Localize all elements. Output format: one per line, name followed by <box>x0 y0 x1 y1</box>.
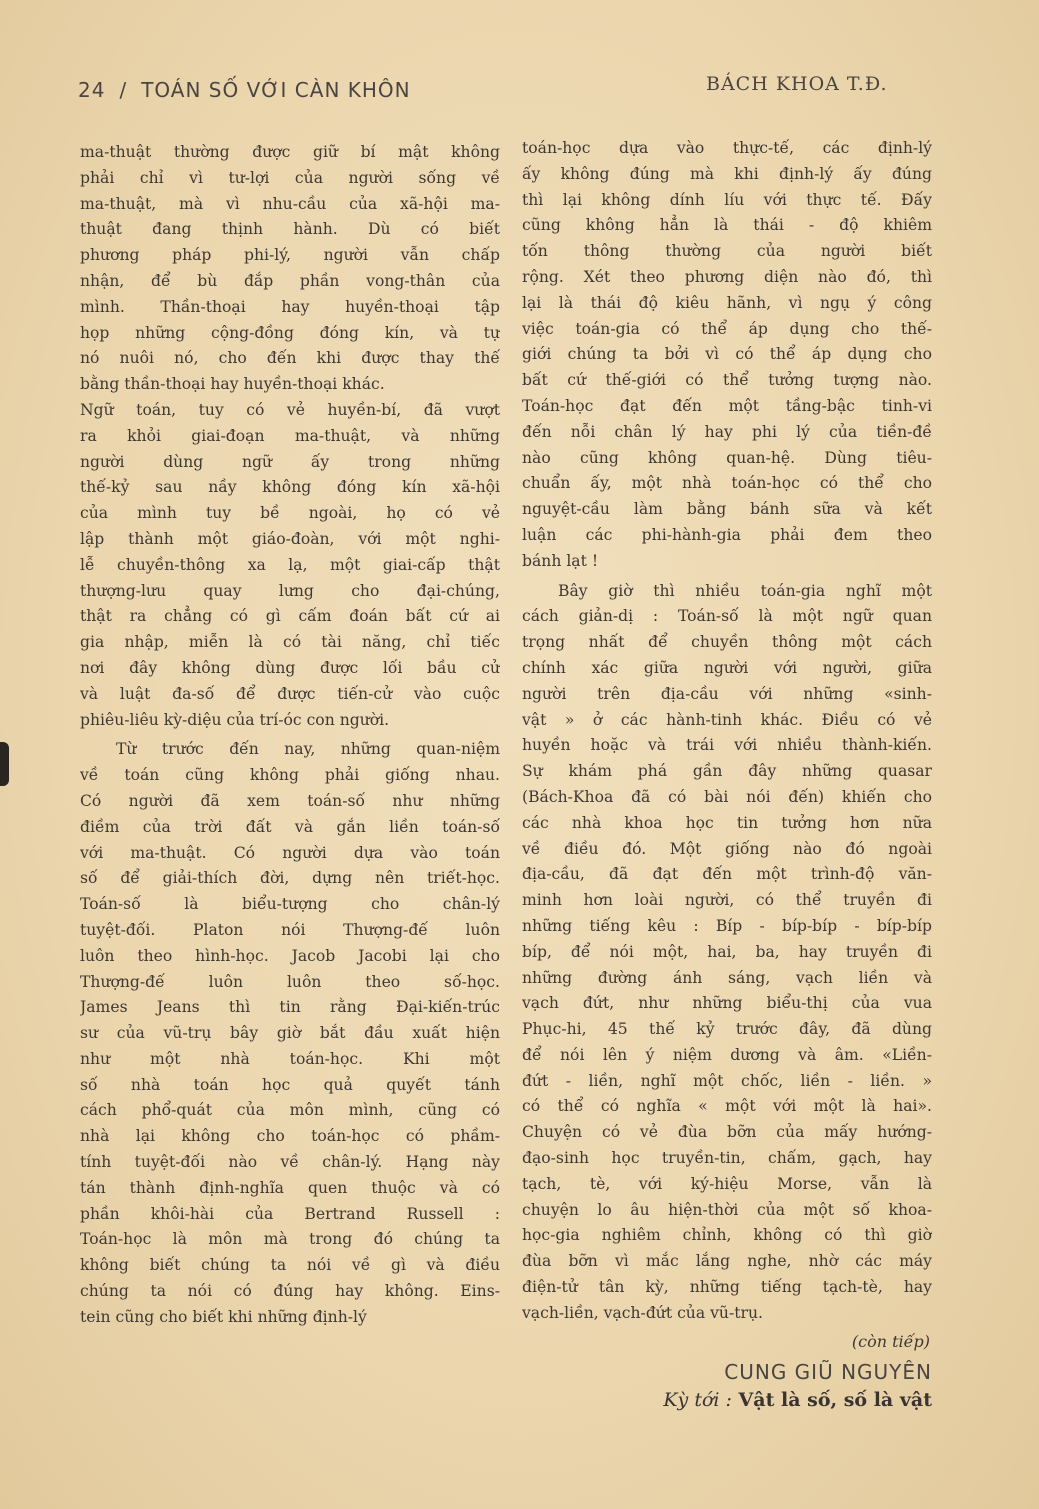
text-line: thế-kỷ sau nầy không đóng kín xã-hội <box>80 478 500 497</box>
text-line: nơi đây không dùng được lối bầu cử <box>80 658 500 677</box>
text-line: bánh lạt ! <box>522 551 599 570</box>
text-line: với ma-thuật. Có người dựa vào toán <box>80 843 500 862</box>
text-line: cách phổ-quát của môn mình, cũng có <box>80 1101 500 1120</box>
text-line: vạch-liền, vạch-đứt của vũ-trụ. <box>522 1303 763 1322</box>
text-line: Bây giờ thì nhiều toán-gia nghĩ một <box>558 581 932 600</box>
text-line: học-gia nghiêm chỉnh, không có thì giờ <box>522 1226 932 1245</box>
right-column <box>522 136 932 1414</box>
text-line: ra khỏi giai-đoạn ma-thuật, và những <box>80 426 500 445</box>
text-line: mình. Thần-thoại hay huyền-thoại tập <box>80 297 500 316</box>
text-line: cũng không hẳn là thái - độ khiêm <box>522 216 932 235</box>
text-line: toán-học dựa vào thực-tế, các định-lý <box>522 139 932 157</box>
text-line: tein cũng cho biết khi những định-lý <box>80 1307 367 1326</box>
text-line: thật ra chẳng có gì cấm đoán bất cứ ai <box>80 607 500 626</box>
left-column <box>80 140 500 1331</box>
text-line: chuyện lo âu hiện-thời của một số khoa- <box>522 1200 932 1219</box>
page-number: 24 <box>78 78 106 102</box>
text-line: Toán-học là môn mà trong đó chúng ta <box>80 1230 500 1249</box>
text-line: bíp, để nói một, hai, ba, hay truyền đi <box>522 942 932 961</box>
text-line: điện-tử tân kỳ, những tiếng tạch-tè, hay <box>522 1278 932 1297</box>
text-line: số để giải-thích đời, dựng nên triết-học. <box>80 869 500 888</box>
text-line: đùa bỡn vì mắc lắng nghe, nhờ các máy <box>522 1252 932 1271</box>
text-line: tán thành định-nghĩa quen thuộc và có <box>80 1178 500 1197</box>
text-line: nhà lại không cho toán-học có phầm- <box>80 1127 500 1146</box>
text-line: phương pháp phi-lý, người vẫn chấp <box>80 246 500 265</box>
article-title: TOÁN SỐ VỚI CÀN KHÔN <box>141 78 411 102</box>
text-line: đứt - liền, nghĩ một chốc, liền - liền. » <box>522 1071 932 1090</box>
text-line: các nhà khoa học tin tưởng hơn nữa <box>522 813 932 832</box>
text-line: Toán-số là biểu-tượng cho chân-lý <box>80 895 500 914</box>
text-line: phần khôi-hài của Bertrand Russell : <box>80 1204 500 1223</box>
text-line: Từ trước đến nay, những quan-niệm <box>116 740 500 759</box>
text-line: lại là thái độ kiêu hãnh, vì ngụ ý công <box>522 293 932 312</box>
text-line: chúng ta nói có đúng hay không. Eins- <box>80 1282 500 1301</box>
text-line: của mình tuy bề ngoài, họ có vẻ <box>80 504 500 523</box>
text-line: việc toán-gia có thể áp dụng cho thế- <box>522 319 932 338</box>
text-line: nó nuôi nó, cho đến khi được thay thế <box>80 349 500 368</box>
text-line: Có người đã xem toán-số như những <box>80 791 500 810</box>
text-line: bằng thần-thoại hay huyền-thoại khác. <box>80 375 385 394</box>
text-line: tính tuyệt-đối nào về chân-lý. Hạng này <box>80 1153 500 1172</box>
text-line: bất cứ thế-giới có thể tưởng tượng nào. <box>522 371 932 390</box>
text-line: lập thành một giáo-đoàn, với một nghi- <box>80 529 500 548</box>
text-line: trọng nhất để chuyền thông một cách <box>522 633 932 652</box>
header-separator: / <box>119 78 128 102</box>
text-line: có thể có nghĩa « một với một là hai». <box>522 1097 932 1116</box>
text-line: (Bách-Khoa đã có bài nói đến) khiến cho <box>522 787 932 806</box>
text-line: thuật đang thịnh hành. Dù có biết <box>80 220 500 239</box>
next-issue-label: Kỳ tới : <box>663 1389 732 1412</box>
text-line: số nhà toán học quả quyết tánh <box>80 1075 500 1094</box>
text-line: nguyệt-cầu làm bằng bánh sữa và kết <box>522 500 932 519</box>
text-line: thì lại không dính líu với thực tế. Đấy <box>522 190 932 209</box>
text-line: giới chúng ta bởi vì có thể áp dụng cho <box>522 345 932 364</box>
text-line: ấy không đúng mà khi định-lý ấy đúng <box>522 164 932 183</box>
text-line: thượng-lưu quay lưng cho đại-chúng, <box>80 581 500 600</box>
author-name: CUNG GIŨ NGUYÊN <box>724 1360 932 1385</box>
text-line: chuẩn ấy, một nhà toán-học có thể cho <box>522 474 932 493</box>
text-line: để nói lên ý niệm dương và âm. «Liền- <box>522 1045 932 1064</box>
text-line: nào cũng không quan-hệ. Dùng tiêu- <box>522 448 932 467</box>
text-line: họp những cộng-đồng đóng kín, và tự <box>80 323 500 342</box>
text-line: huyền hoặc và trái với nhiều thành-kiến. <box>522 736 932 755</box>
continued-note: (còn tiếp) <box>851 1331 930 1351</box>
text-line: địa-cầu, đã đạt đến một trình-độ văn- <box>522 865 932 884</box>
text-line: những đường ánh sáng, vạch liền và <box>522 968 932 987</box>
text-line: về toán cũng không phải giống nhau. <box>80 766 500 785</box>
text-line: tuyệt-đối. Platon nói Thượng-đế luôn <box>80 920 500 939</box>
running-header <box>78 78 411 102</box>
text-line: sư của vũ-trụ bây giờ bắt đầu xuất hiện <box>80 1024 500 1043</box>
binding-mark <box>0 742 9 786</box>
text-line: lễ chuyền-thông xa lạ, một giai-cấp thật <box>80 555 500 574</box>
text-line: minh hơn loài người, có thể truyền đi <box>522 891 932 910</box>
magazine-name: BÁCH KHOA T.Đ. <box>706 73 888 95</box>
text-line: Ngữ toán, tuy có vẻ huyền-bí, đã vượt <box>80 400 500 419</box>
text-line: James Jeans thì tin rằng Đại-kiến-trúc <box>80 998 500 1017</box>
text-line: vật » ở các hành-tinh khác. Điều có vẻ <box>522 710 932 729</box>
text-line: người dùng ngữ ấy trong những <box>80 452 500 471</box>
next-issue <box>522 1388 932 1414</box>
text-line: gia nhập, miễn là có tài năng, chỉ tiếc <box>80 633 500 652</box>
next-issue-title: Vật là số, số là vật <box>738 1389 932 1412</box>
text-line: như một nhà toán-học. Khi một <box>80 1049 500 1068</box>
text-line: không biết chúng ta nói về gì và điều <box>80 1256 500 1275</box>
text-line: phiêu-liêu kỳ-diệu của trí-óc con người. <box>80 710 390 729</box>
text-line: phải chỉ vì tư-lợi của người sống về <box>80 168 500 187</box>
text-line: luôn theo hình-học. Jacob Jacobi lại cho <box>80 946 500 965</box>
text-line: đến nỗi chân lý hay phi lý của tiền-đề <box>522 422 932 441</box>
text-line: Chuyện có vẻ đùa bỡn của mấy hướng- <box>522 1123 932 1142</box>
text-line: luận các phi-hành-gia phải đem theo <box>522 525 932 544</box>
text-line: chính xác giữa người với người, giữa <box>522 658 932 677</box>
text-line: những tiếng kêu : Bíp - bíp-bíp - bíp-bíp <box>522 916 932 935</box>
text-line: và luật đa-số để được tiến-cử vào cuộc <box>80 684 500 703</box>
text-line: ma-thuật thường được giữ bí mật không <box>80 143 500 161</box>
text-line: cách giản-dị : Toán-số là một ngữ quan <box>522 607 932 626</box>
text-line: điềm của trời đất và gắn liền toán-số <box>80 817 500 836</box>
text-line: về điều đó. Một giống nào đó ngoài <box>522 839 932 858</box>
text-line: tạch, tè, với ký-hiệu Morse, vẫn là <box>522 1174 932 1193</box>
text-line: ma-thuật, mà vì nhu-cầu của xã-hội ma- <box>80 194 500 213</box>
text-line: Phục-hi, 45 thế kỷ trước đây, đã dùng <box>522 1020 932 1039</box>
text-line: Sự khám phá gần đây những quasar <box>522 762 932 781</box>
text-line: đạo-sinh học truyền-tin, chấm, gạch, hay <box>522 1149 932 1168</box>
text-line: Toán-học đạt đến một tầng-bậc tinh-vi <box>522 396 932 415</box>
text-line: nhận, để bù đắp phần vong-thân của <box>80 271 500 290</box>
text-line: Thượng-đế luôn luôn theo số-học. <box>80 972 500 991</box>
text-line: người trên địa-cầu với những «sinh- <box>522 684 932 703</box>
text-line: tốn thông thường của người biết <box>522 242 932 261</box>
text-line: vạch đứt, như những biểu-thị của vua <box>522 994 932 1013</box>
text-line: rộng. Xét theo phương diện nào đó, thì <box>522 267 932 286</box>
